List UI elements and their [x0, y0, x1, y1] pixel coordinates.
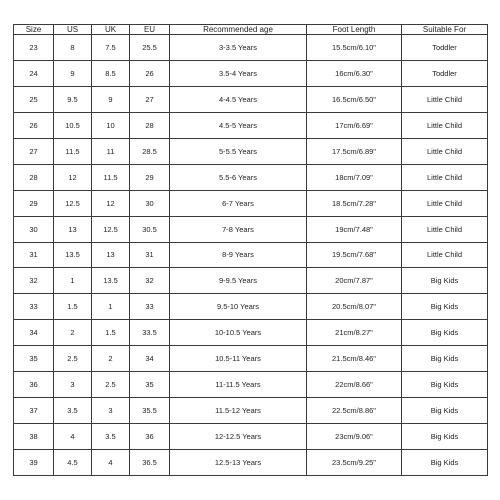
cell-us: 2 — [54, 320, 92, 346]
cell-uk: 2 — [92, 346, 130, 372]
cell-size: 32 — [14, 268, 54, 294]
cell-us: 3 — [54, 372, 92, 398]
table-row — [14, 112, 488, 138]
cell-eu: 35.5 — [130, 398, 170, 424]
cell-us: 12.5 — [54, 190, 92, 216]
cell-suitable-for: Little Child — [402, 164, 488, 190]
cell-us: 2.5 — [54, 346, 92, 372]
table-row — [14, 190, 488, 216]
cell-uk: 12 — [92, 190, 130, 216]
cell-us: 13.5 — [54, 242, 92, 268]
cell-uk: 2.5 — [92, 372, 130, 398]
cell-foot-length: 21.5cm/8.46" — [307, 346, 402, 372]
cell-us: 10.5 — [54, 112, 92, 138]
cell-suitable-for: Little Child — [402, 138, 488, 164]
cell-size: 37 — [14, 398, 54, 424]
header-foot-length: Foot Length — [307, 25, 402, 35]
cell-size: 35 — [14, 346, 54, 372]
cell-suitable-for: Big Kids — [402, 398, 488, 424]
cell-suitable-for: Big Kids — [402, 450, 488, 476]
cell-recommended-age: 11-11.5 Years — [170, 372, 307, 398]
cell-size: 39 — [14, 450, 54, 476]
cell-eu: 34 — [130, 346, 170, 372]
cell-eu: 36.5 — [130, 450, 170, 476]
cell-size: 23 — [14, 35, 54, 61]
cell-foot-length: 16cm/6.30" — [307, 60, 402, 86]
cell-size: 36 — [14, 372, 54, 398]
header-eu: EU — [130, 25, 170, 35]
cell-recommended-age: 8-9 Years — [170, 242, 307, 268]
cell-suitable-for: Little Child — [402, 242, 488, 268]
table-row — [14, 86, 488, 112]
cell-suitable-for: Big Kids — [402, 372, 488, 398]
cell-suitable-for: Little Child — [402, 112, 488, 138]
cell-us: 9.5 — [54, 86, 92, 112]
cell-size: 26 — [14, 112, 54, 138]
header-row — [14, 25, 488, 35]
cell-uk: 1 — [92, 294, 130, 320]
cell-eu: 26 — [130, 60, 170, 86]
cell-uk: 13.5 — [92, 268, 130, 294]
cell-eu: 30 — [130, 190, 170, 216]
header-recommended-age: Recommended age — [170, 25, 307, 35]
cell-foot-length: 18cm/7.09" — [307, 164, 402, 190]
table-row — [14, 398, 488, 424]
cell-us: 13 — [54, 216, 92, 242]
cell-suitable-for: Big Kids — [402, 424, 488, 450]
cell-eu: 30.5 — [130, 216, 170, 242]
table-header — [14, 25, 488, 35]
table-row — [14, 450, 488, 476]
size-chart-table — [13, 24, 488, 476]
cell-us: 11.5 — [54, 138, 92, 164]
cell-recommended-age: 4-4.5 Years — [170, 86, 307, 112]
cell-foot-length: 23cm/9.06" — [307, 424, 402, 450]
cell-foot-length: 22cm/8.66" — [307, 372, 402, 398]
cell-recommended-age: 9-9.5 Years — [170, 268, 307, 294]
header-uk: UK — [92, 25, 130, 35]
cell-foot-length: 21cm/8.27" — [307, 320, 402, 346]
cell-size: 25 — [14, 86, 54, 112]
cell-recommended-age: 9.5-10 Years — [170, 294, 307, 320]
cell-recommended-age: 12-12.5 Years — [170, 424, 307, 450]
table-row — [14, 216, 488, 242]
cell-foot-length: 19.5cm/7.68" — [307, 242, 402, 268]
table-row — [14, 294, 488, 320]
cell-suitable-for: Little Child — [402, 86, 488, 112]
cell-size: 29 — [14, 190, 54, 216]
header-us: US — [54, 25, 92, 35]
cell-suitable-for: Big Kids — [402, 346, 488, 372]
cell-eu: 25.5 — [130, 35, 170, 61]
cell-us: 4.5 — [54, 450, 92, 476]
cell-uk: 10 — [92, 112, 130, 138]
cell-foot-length: 20.5cm/8.07" — [307, 294, 402, 320]
cell-us: 12 — [54, 164, 92, 190]
cell-uk: 11 — [92, 138, 130, 164]
table-row — [14, 138, 488, 164]
cell-eu: 32 — [130, 268, 170, 294]
cell-eu: 35 — [130, 372, 170, 398]
cell-eu: 28 — [130, 112, 170, 138]
cell-size: 38 — [14, 424, 54, 450]
cell-foot-length: 22.5cm/8.86" — [307, 398, 402, 424]
table-row — [14, 320, 488, 346]
cell-uk: 9 — [92, 86, 130, 112]
cell-foot-length: 17cm/6.69" — [307, 112, 402, 138]
cell-size: 30 — [14, 216, 54, 242]
cell-size: 28 — [14, 164, 54, 190]
cell-us: 1 — [54, 268, 92, 294]
cell-foot-length: 16.5cm/6.50" — [307, 86, 402, 112]
cell-suitable-for: Big Kids — [402, 320, 488, 346]
cell-eu: 29 — [130, 164, 170, 190]
cell-recommended-age: 6-7 Years — [170, 190, 307, 216]
cell-uk: 12.5 — [92, 216, 130, 242]
cell-recommended-age: 3.5-4 Years — [170, 60, 307, 86]
table-row — [14, 372, 488, 398]
table-row — [14, 346, 488, 372]
cell-uk: 3 — [92, 398, 130, 424]
cell-suitable-for: Toddler — [402, 35, 488, 61]
cell-recommended-age: 12.5-13 Years — [170, 450, 307, 476]
cell-uk: 7.5 — [92, 35, 130, 61]
cell-suitable-for: Little Child — [402, 190, 488, 216]
cell-eu: 31 — [130, 242, 170, 268]
cell-recommended-age: 10-10.5 Years — [170, 320, 307, 346]
table-row — [14, 424, 488, 450]
cell-uk: 13 — [92, 242, 130, 268]
cell-uk: 11.5 — [92, 164, 130, 190]
cell-suitable-for: Big Kids — [402, 268, 488, 294]
cell-recommended-age: 11.5-12 Years — [170, 398, 307, 424]
cell-size: 31 — [14, 242, 54, 268]
cell-uk: 1.5 — [92, 320, 130, 346]
cell-size: 27 — [14, 138, 54, 164]
table-row — [14, 60, 488, 86]
header-size: Size — [14, 25, 54, 35]
cell-suitable-for: Big Kids — [402, 294, 488, 320]
cell-recommended-age: 5-5.5 Years — [170, 138, 307, 164]
cell-foot-length: 17.5cm/6.89" — [307, 138, 402, 164]
table-row — [14, 164, 488, 190]
cell-recommended-age: 5.5-6 Years — [170, 164, 307, 190]
cell-suitable-for: Toddler — [402, 60, 488, 86]
header-suitable-for: Suitable For — [402, 25, 488, 35]
table-body — [14, 35, 488, 476]
cell-us: 8 — [54, 35, 92, 61]
cell-recommended-age: 7-8 Years — [170, 216, 307, 242]
cell-us: 1.5 — [54, 294, 92, 320]
cell-eu: 33 — [130, 294, 170, 320]
cell-foot-length: 19cm/7.48" — [307, 216, 402, 242]
cell-size: 24 — [14, 60, 54, 86]
cell-size: 33 — [14, 294, 54, 320]
cell-size: 34 — [14, 320, 54, 346]
cell-recommended-age: 4.5-5 Years — [170, 112, 307, 138]
cell-eu: 28.5 — [130, 138, 170, 164]
cell-foot-length: 23.5cm/9.25" — [307, 450, 402, 476]
table-row — [14, 268, 488, 294]
cell-eu: 36 — [130, 424, 170, 450]
cell-eu: 27 — [130, 86, 170, 112]
cell-foot-length: 20cm/7.87" — [307, 268, 402, 294]
cell-us: 9 — [54, 60, 92, 86]
cell-recommended-age: 10.5-11 Years — [170, 346, 307, 372]
cell-foot-length: 15.5cm/6.10" — [307, 35, 402, 61]
cell-foot-length: 18.5cm/7.28" — [307, 190, 402, 216]
cell-us: 3.5 — [54, 398, 92, 424]
table-row — [14, 242, 488, 268]
cell-uk: 8.5 — [92, 60, 130, 86]
cell-eu: 33.5 — [130, 320, 170, 346]
cell-us: 4 — [54, 424, 92, 450]
cell-uk: 3.5 — [92, 424, 130, 450]
cell-recommended-age: 3-3.5 Years — [170, 35, 307, 61]
cell-uk: 4 — [92, 450, 130, 476]
cell-suitable-for: Little Child — [402, 216, 488, 242]
table-row — [14, 35, 488, 61]
